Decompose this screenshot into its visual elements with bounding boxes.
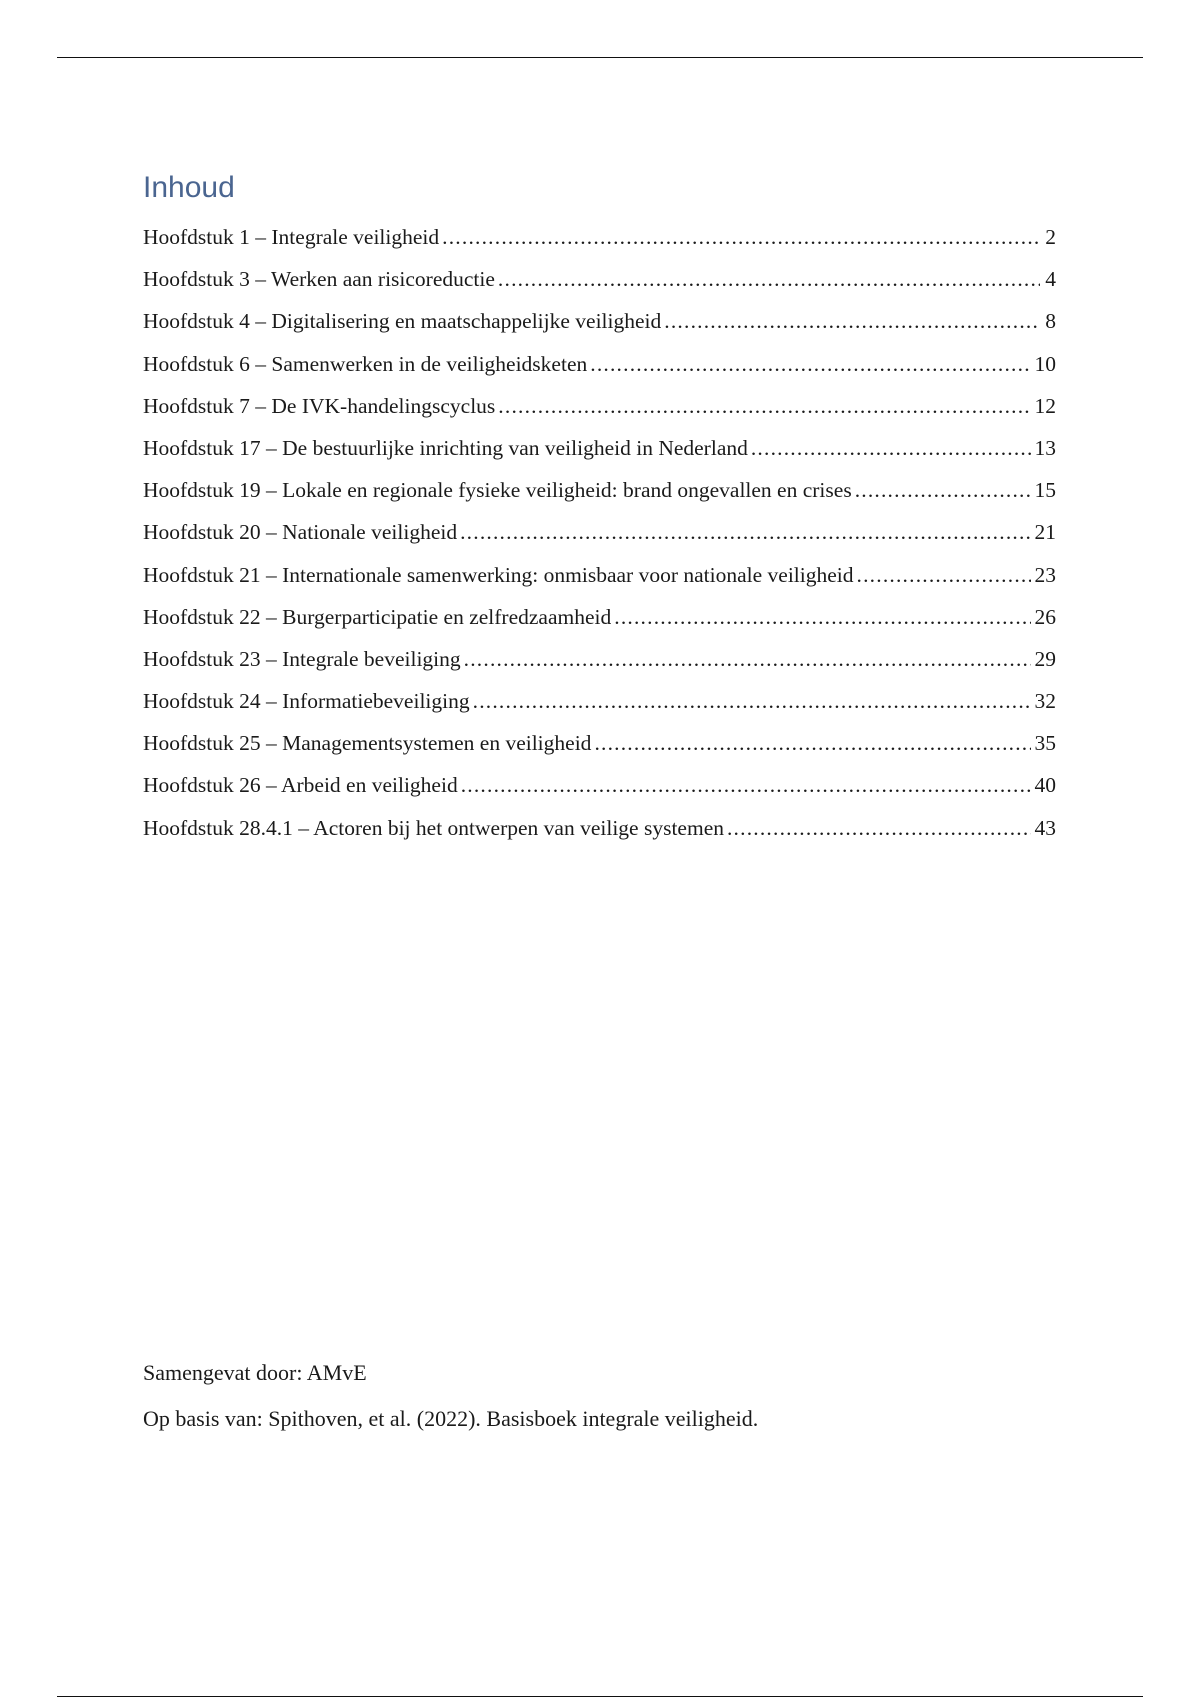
toc-entry[interactable] [143, 389, 1056, 431]
toc-leader-dots [498, 389, 1030, 423]
toc-entry-page: 10 [1034, 351, 1056, 376]
toc-leader-dots [464, 642, 1031, 676]
toc-entry[interactable] [143, 347, 1056, 389]
toc-entry-page: 15 [1034, 478, 1056, 503]
toc-entry[interactable] [143, 262, 1056, 304]
toc-entry-page: 12 [1034, 393, 1056, 418]
toc-leader-dots [590, 347, 1030, 381]
toc-entry-label: Hoofdstuk 25 – Managementsystemen en veiligheid [143, 726, 594, 760]
toc-entry[interactable] [143, 515, 1056, 557]
toc-leader-dots [664, 304, 1040, 338]
toc-entry-page: 29 [1034, 646, 1056, 671]
toc-entry-label: Hoofdstuk 7 – De IVK-handelingscyclus [143, 389, 498, 423]
toc-leader-dots [727, 811, 1031, 845]
credits [143, 1358, 758, 1450]
toc-entry-page: 23 [1034, 562, 1056, 587]
toc-entry-page: 4 [1045, 267, 1056, 292]
toc-entry-label: Hoofdstuk 20 – Nationale veiligheid [143, 515, 460, 549]
toc-entry[interactable] [143, 558, 1056, 600]
toc-entry-label: Hoofdstuk 17 – De bestuurlijke inrichting van veiligheid in Nederland [143, 431, 751, 465]
toc-entry-label: Hoofdstuk 4 – Digitalisering en maatschappelijke veiligheid [143, 304, 664, 338]
toc-entry-label: Hoofdstuk 21 – Internationale samenwerking: onmisbaar voor nationale veiligheid [143, 558, 857, 592]
toc-entry-label: Hoofdstuk 24 – Informatiebeveiliging [143, 684, 473, 718]
toc-entry-page: 43 [1034, 815, 1056, 840]
toc-leader-dots [857, 558, 1031, 592]
toc-entry-label: Hoofdstuk 26 – Arbeid en veiligheid [143, 768, 461, 802]
toc-entry-label: Hoofdstuk 1 – Integrale veiligheid [143, 220, 442, 254]
toc-leader-dots [855, 473, 1031, 507]
toc-entry-label: Hoofdstuk 6 – Samenwerken in de veiligheidsketen [143, 347, 590, 381]
toc-entry-page: 13 [1034, 435, 1056, 460]
toc-entry[interactable] [143, 600, 1056, 642]
toc-leader-dots [594, 726, 1030, 760]
footer-rule [57, 1696, 1143, 1697]
summarized-by-text: Samengevat door: AMvE [143, 1360, 367, 1385]
toc-entry[interactable] [143, 642, 1056, 684]
toc-entry[interactable] [143, 684, 1056, 726]
table-of-contents [143, 220, 1056, 853]
toc-entry-page: 8 [1045, 309, 1056, 334]
toc-entry-page: 21 [1034, 520, 1056, 545]
toc-entry[interactable] [143, 304, 1056, 346]
toc-entry[interactable] [143, 726, 1056, 768]
toc-title: Inhoud [143, 171, 235, 204]
source-reference-text: Op basis van: Spithoven, et al. (2022). Basisboek integrale veiligheid. [143, 1406, 759, 1431]
toc-leader-dots [460, 515, 1030, 549]
header-rule [57, 57, 1143, 58]
toc-leader-dots [751, 431, 1031, 465]
toc-leader-dots [614, 600, 1030, 634]
toc-leader-dots [461, 768, 1031, 802]
toc-entry-page: 26 [1034, 604, 1056, 629]
toc-entry-page: 32 [1034, 689, 1056, 714]
toc-entry[interactable] [143, 431, 1056, 473]
toc-leader-dots [473, 684, 1031, 718]
toc-entry-label: Hoofdstuk 23 – Integrale beveiliging [143, 642, 464, 676]
toc-entry-label: Hoofdstuk 19 – Lokale en regionale fysieke veiligheid: brand ongevallen en crises [143, 473, 855, 507]
toc-entry-page: 40 [1034, 773, 1056, 798]
toc-entry-label: Hoofdstuk 22 – Burgerparticipatie en zelfredzaamheid [143, 600, 614, 634]
toc-entry[interactable] [143, 220, 1056, 262]
toc-entry-page: 35 [1034, 731, 1056, 756]
toc-entry[interactable] [143, 811, 1056, 853]
toc-leader-dots [498, 262, 1040, 296]
toc-entry[interactable] [143, 473, 1056, 515]
toc-entry[interactable] [143, 768, 1056, 810]
toc-entry-label: Hoofdstuk 28.4.1 – Actoren bij het ontwerpen van veilige systemen [143, 811, 727, 845]
toc-entry-label: Hoofdstuk 3 – Werken aan risicoreductie [143, 262, 498, 296]
toc-entry-page: 2 [1045, 225, 1056, 249]
toc-leader-dots [442, 220, 1040, 254]
